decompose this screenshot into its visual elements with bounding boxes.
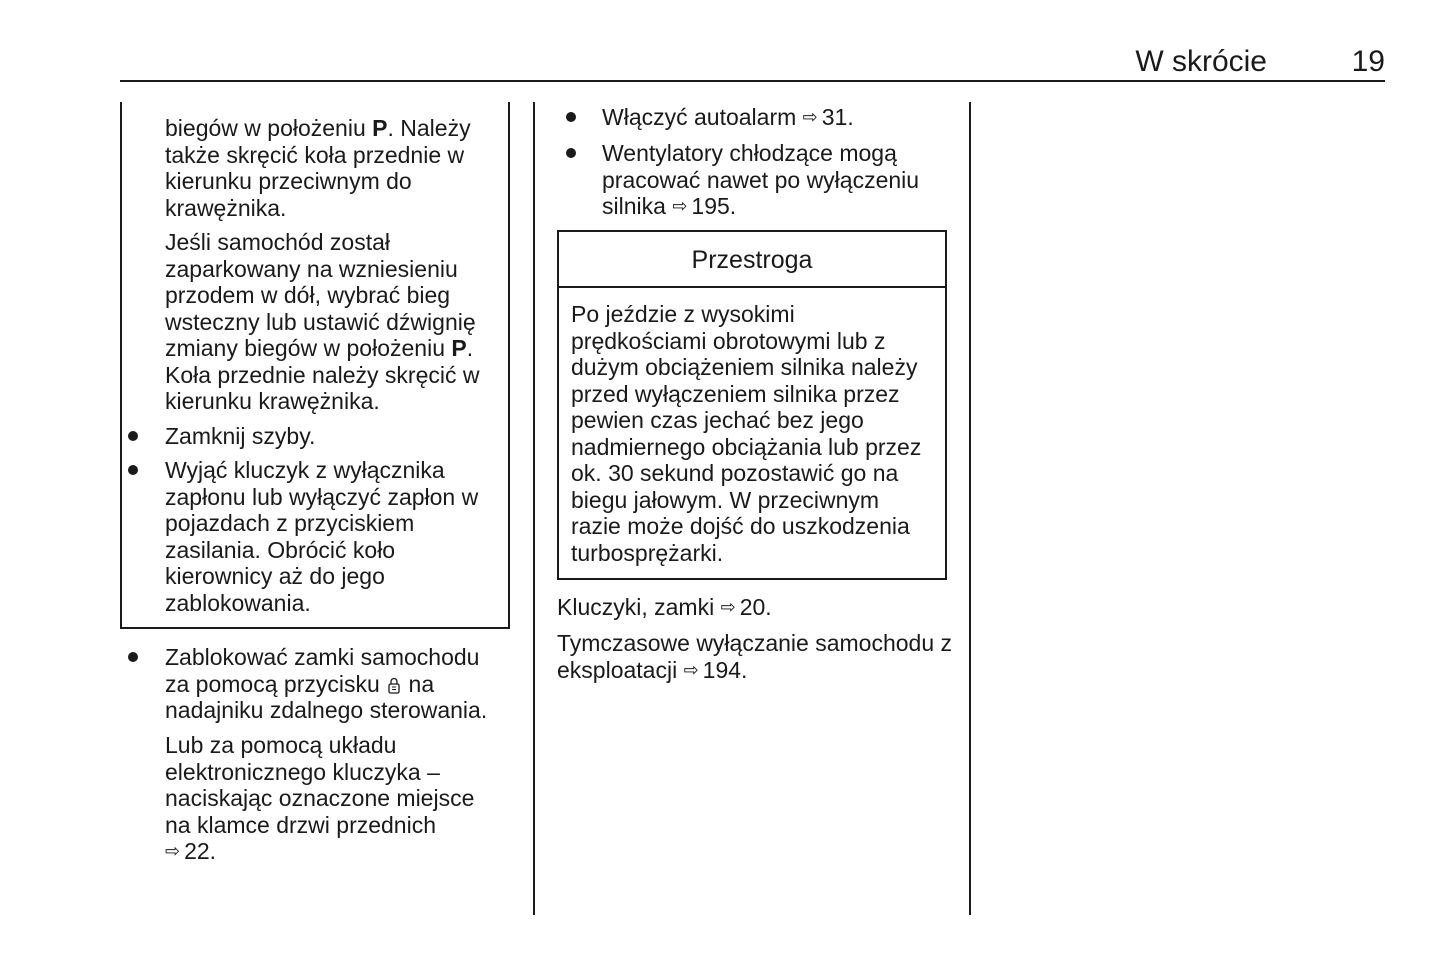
warning-paragraph-1: biegów w położeniu P. Należy także skręcić koła przednie w kierunku przeciwnym do krawężnika. [165, 115, 471, 221]
lock-alternative-paragraph: Lub za pomocą układu elektronicznego kluczyka – naciskając oznaczone miejsce na klamce drzwi przednich ⇨ 22. [165, 732, 475, 864]
list-item: Wyjąć kluczyk z wyłącznika zapłonu lub wyłączyć zapłon w pojazdach z przyciskiem zasilania. Obrócić koło kierownicy aż do jego zablokowania. [165, 457, 479, 616]
caution-text: Po jeździe z wysokimi prędkościami obrotowymi lub z dużym obciążeniem silnika należy przed wyłączeniem silnika przez pewien czas jechać bez jego nadmiernego obciążania lub przez ok. 30 sekund pozostawić go na biegu jałowym. W przeciwnym razie może dojść do uszkodzenia turbosprężarki. [571, 301, 922, 566]
bullet-icon [128, 465, 138, 475]
list-item: Zamknij szyby. [165, 423, 316, 449]
column-divider-1 [533, 102, 535, 915]
page-reference-arrow-icon: ⇨ [720, 597, 736, 617]
caution-title: Przestroga [559, 232, 945, 288]
page-reference-arrow-icon: ⇨ [165, 841, 181, 861]
page-reference[interactable]: 195. [691, 193, 737, 219]
warning-paragraph-2: Jeśli samochód został zaparkowany na wzniesieniu przodem w dół, wybrać bieg wsteczny lub ustawić dźwignię zmiany biegów w położeniu P. Koła przednie należy skręcić w kierunku krawężnika. [165, 229, 480, 414]
bullet-icon [128, 652, 138, 662]
page-reference-arrow-icon: ⇨ [672, 196, 688, 216]
page-reference-arrow-icon: ⇨ [683, 659, 699, 680]
page-reference[interactable]: 20. [739, 594, 772, 620]
page-reference[interactable]: 194. [702, 656, 748, 683]
page-reference[interactable]: 22. [184, 838, 217, 864]
cross-reference-keys: Kluczyki, zamki ⇨ 20. [557, 594, 772, 620]
column-divider-2 [969, 102, 971, 915]
list-item-lock: Zablokować zamki samochodu za pomocą przycisku na nadajniku zdalnego sterowania. [165, 644, 488, 723]
list-item-alarm: Włączyć autoalarm ⇨ 31. [602, 104, 854, 130]
page-number: 19 [1351, 45, 1385, 78]
cross-reference-storage: Tymczasowe wyłączanie samochodu z eksploatacji ⇨ 194. [557, 630, 952, 683]
lock-icon [388, 677, 400, 694]
header-rule [120, 80, 1385, 82]
caution-box [557, 230, 947, 580]
page-reference-arrow-icon: ⇨ [802, 107, 818, 127]
section-title: W skrócie [1135, 45, 1267, 78]
bullet-icon [566, 112, 576, 122]
bullet-icon [128, 431, 138, 441]
list-item-fans: Wentylatory chłodzące mogą pracować nawet po wyłączeniu silnika ⇨ 195. [602, 140, 920, 219]
page-reference[interactable]: 31. [821, 104, 854, 130]
bullet-icon [566, 148, 576, 158]
